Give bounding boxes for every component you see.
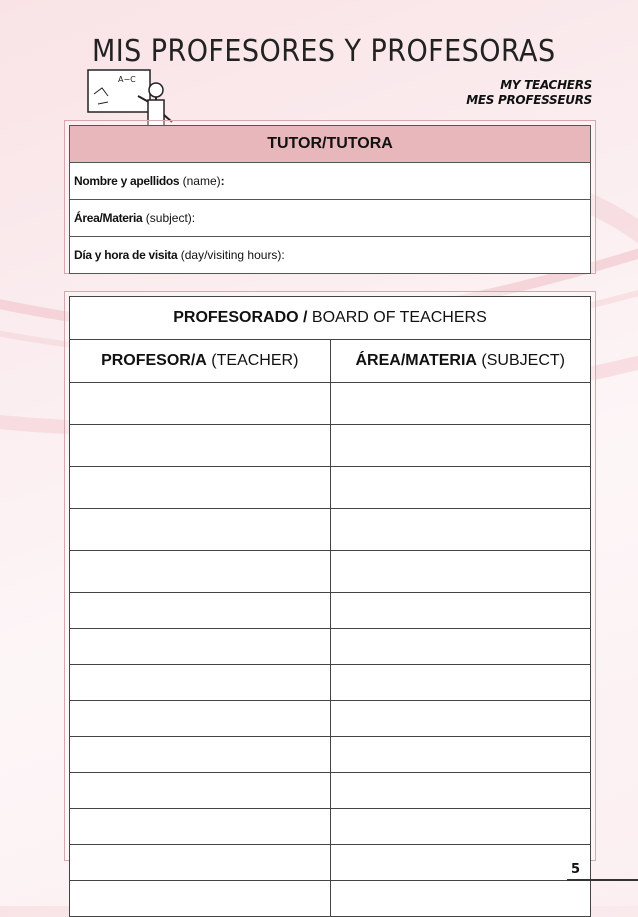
col-teacher-header — [70, 340, 331, 383]
subject-label: Área/Materia — [74, 211, 143, 225]
subtitle-english: MY TEACHERS — [500, 78, 592, 92]
table-row — [70, 773, 591, 809]
table-row — [70, 509, 591, 551]
tutor-name-field[interactable] — [70, 163, 591, 200]
teacher-cell[interactable] — [70, 593, 331, 629]
subject-cell[interactable] — [330, 809, 591, 845]
teacher-cell[interactable] — [70, 629, 331, 665]
name-label: Nombre y apellidos — [74, 174, 180, 188]
teacher-cell[interactable] — [70, 665, 331, 701]
col-subject-bold: ÁREA/MATERIA — [355, 352, 477, 369]
subject-cell[interactable] — [330, 383, 591, 425]
board-heading-rest: BOARD OF TEACHERS — [307, 309, 487, 326]
tutor-heading: TUTOR/TUTORA — [70, 126, 591, 163]
table-row — [70, 809, 591, 845]
teacher-cell[interactable] — [70, 383, 331, 425]
table-row — [70, 881, 591, 917]
board-table — [69, 296, 591, 917]
board-section — [64, 291, 596, 861]
subject-cell[interactable] — [330, 701, 591, 737]
subject-cell[interactable] — [330, 665, 591, 701]
subject-hint: (subject): — [142, 211, 196, 225]
teacher-cell[interactable] — [70, 701, 331, 737]
name-suffix: : — [220, 174, 225, 188]
page-number: 5 — [571, 862, 581, 877]
teacher-cell[interactable] — [70, 845, 331, 881]
teacher-cell[interactable] — [70, 509, 331, 551]
col-teacher-bold: PROFESOR/A — [101, 352, 207, 369]
table-row — [70, 425, 591, 467]
tutor-section — [64, 120, 596, 274]
table-row — [70, 593, 591, 629]
table-row — [70, 701, 591, 737]
teacher-cell[interactable] — [70, 551, 331, 593]
subtitle-french: MES PROFESSEURS — [466, 93, 592, 107]
name-hint: (name) — [179, 174, 221, 188]
teacher-cell[interactable] — [70, 737, 331, 773]
subject-cell[interactable] — [330, 629, 591, 665]
tutor-table — [69, 125, 591, 274]
board-heading — [70, 297, 591, 340]
subject-cell[interactable] — [330, 509, 591, 551]
subject-cell[interactable] — [330, 593, 591, 629]
table-row — [70, 845, 591, 881]
subject-cell[interactable] — [330, 881, 591, 917]
page-title: MIS PROFESORES Y PROFESORAS — [92, 34, 556, 69]
subject-cell[interactable] — [330, 551, 591, 593]
table-row — [70, 383, 591, 425]
teacher-cell[interactable] — [70, 773, 331, 809]
page-number-rule — [567, 879, 638, 881]
col-subject-rest: (SUBJECT) — [476, 352, 565, 369]
table-row — [70, 629, 591, 665]
board-formula: A−C — [118, 75, 136, 84]
visiting-label: Día y hora de visita — [74, 248, 178, 262]
col-subject-header — [330, 340, 591, 383]
teacher-cell[interactable] — [70, 809, 331, 845]
tutor-visiting-field[interactable] — [70, 237, 591, 274]
table-row — [70, 737, 591, 773]
subject-cell[interactable] — [330, 773, 591, 809]
table-row — [70, 467, 591, 509]
table-row — [70, 551, 591, 593]
teacher-cell[interactable] — [70, 881, 331, 917]
col-teacher-rest: (TEACHER) — [206, 352, 299, 369]
visiting-hint: (day/visiting hours): — [177, 248, 285, 262]
teacher-cell[interactable] — [70, 425, 331, 467]
subject-cell[interactable] — [330, 425, 591, 467]
subject-cell[interactable] — [330, 467, 591, 509]
subject-cell[interactable] — [330, 737, 591, 773]
teacher-cell[interactable] — [70, 467, 331, 509]
subject-cell[interactable] — [330, 845, 591, 881]
tutor-subject-field[interactable] — [70, 200, 591, 237]
table-row — [70, 665, 591, 701]
board-heading-bold: PROFESORADO / — [173, 309, 308, 326]
